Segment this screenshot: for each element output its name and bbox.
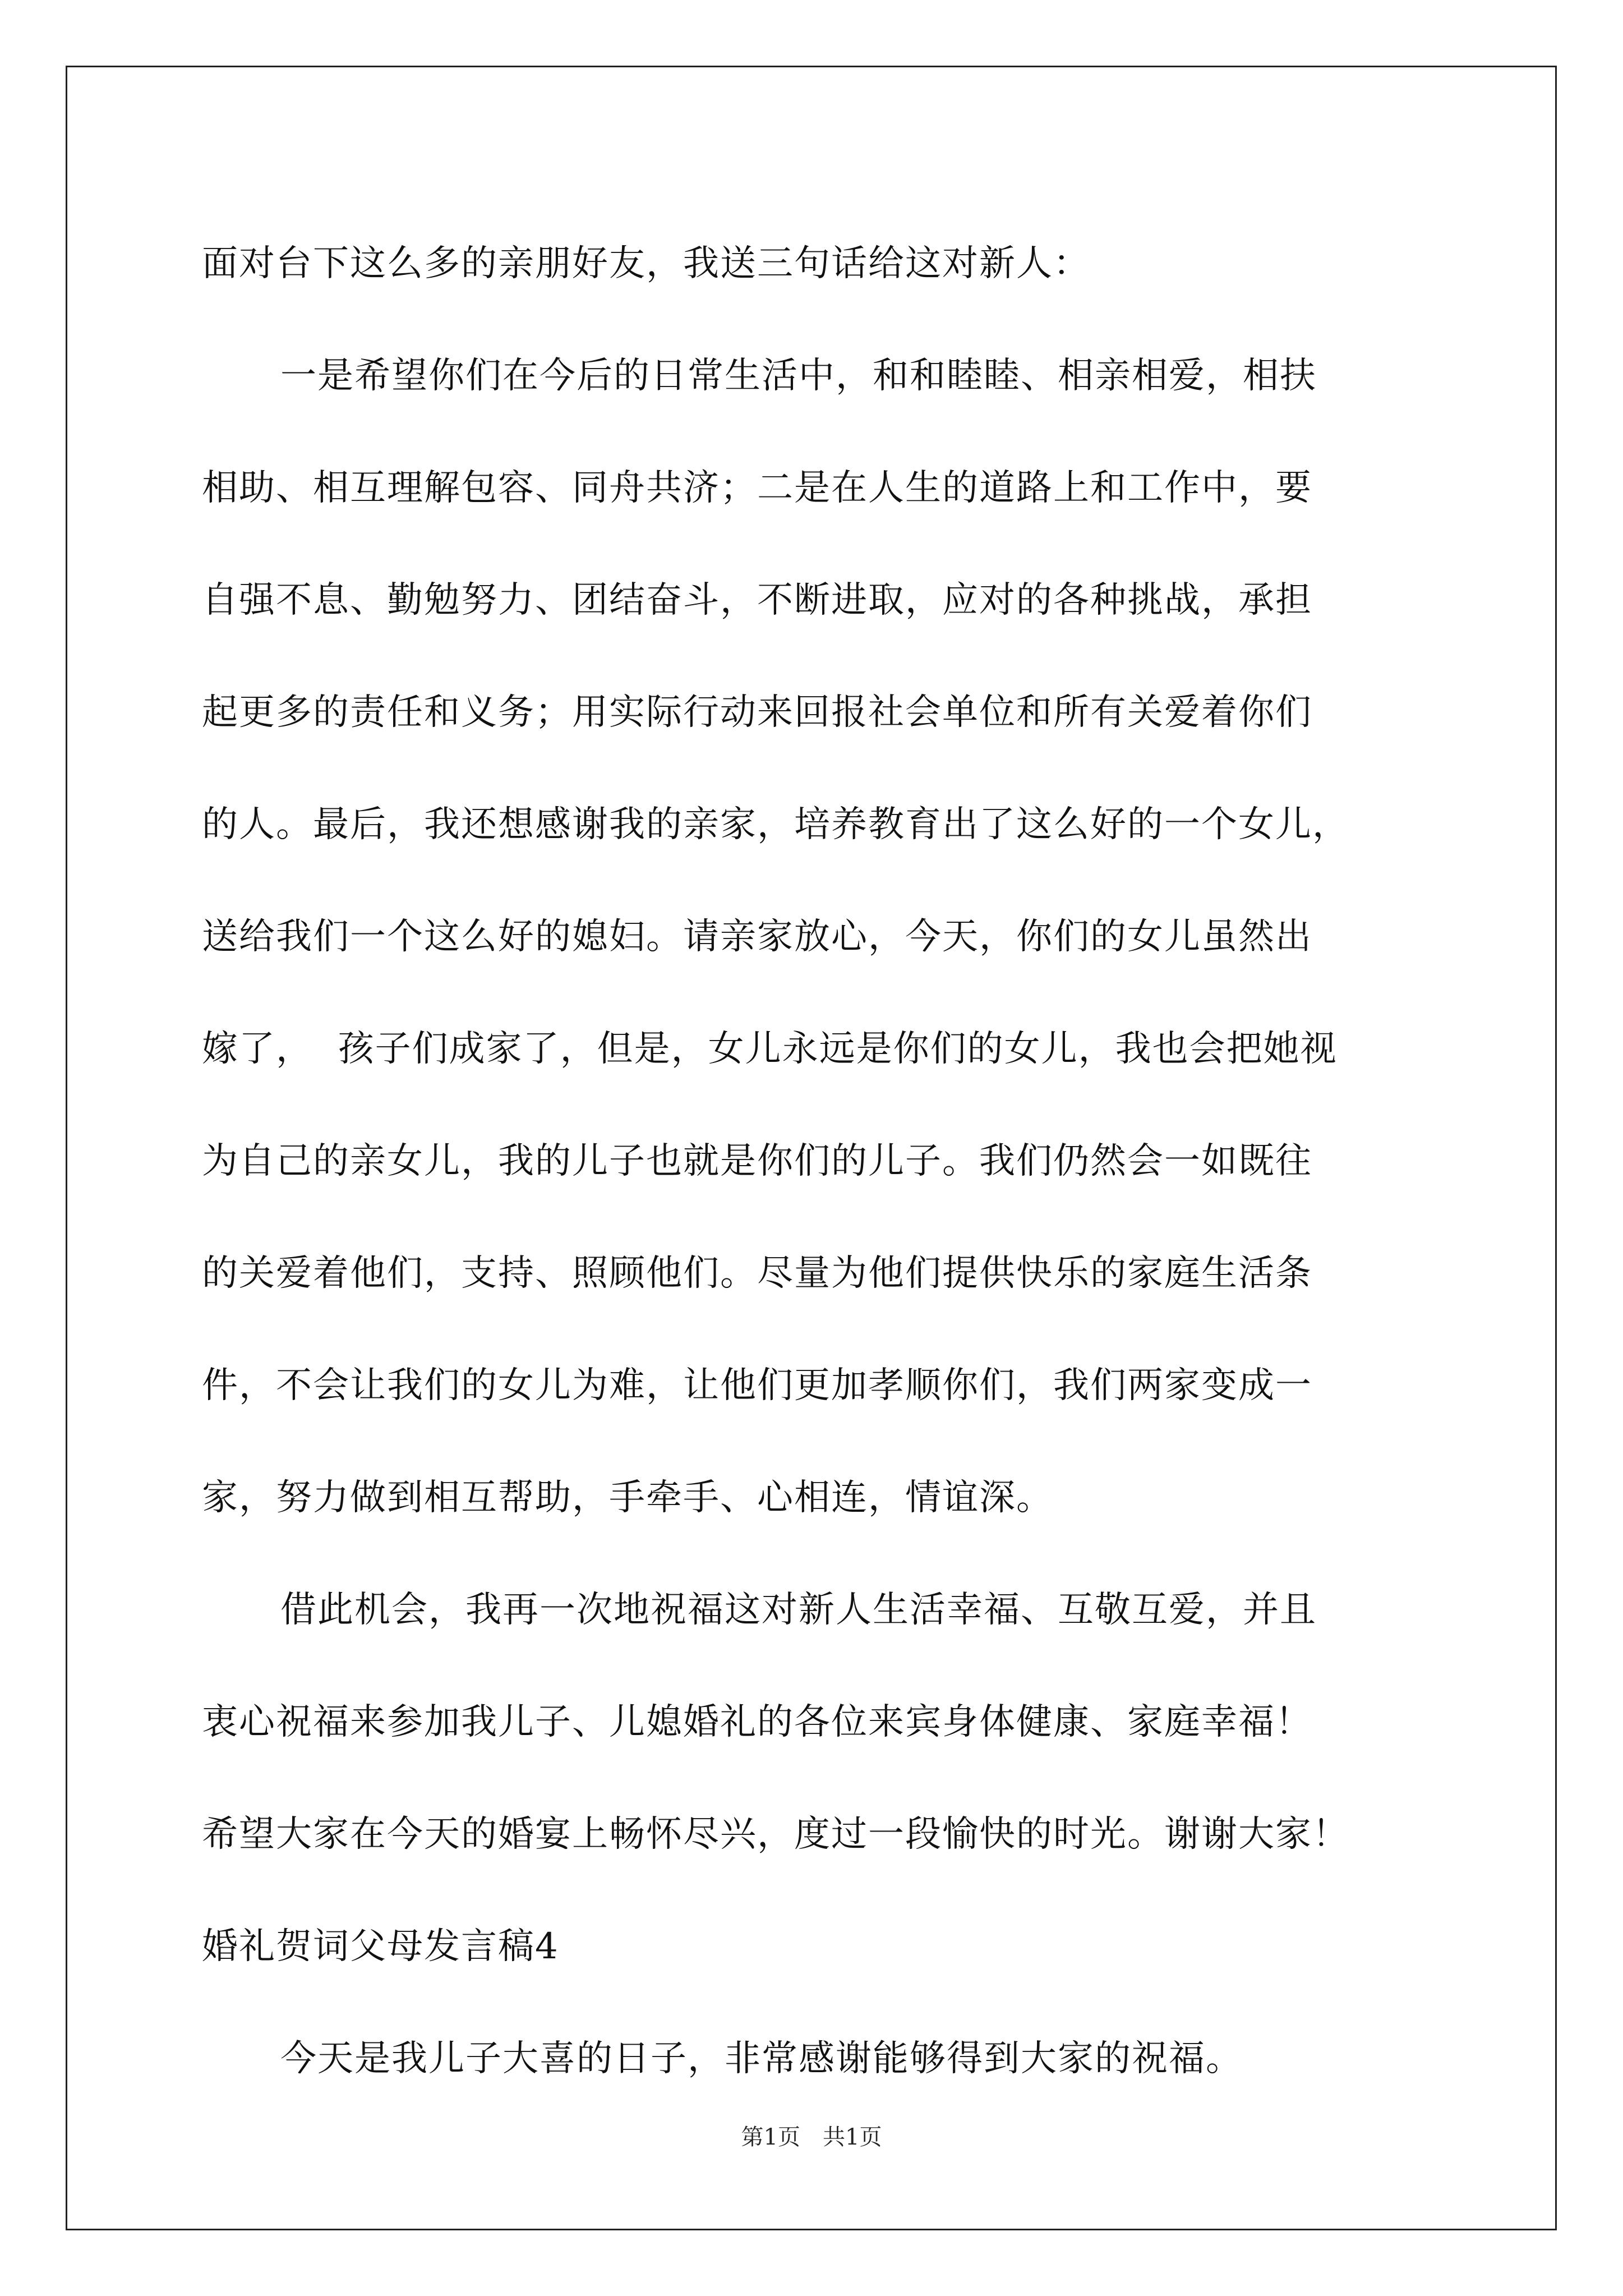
text-line: 今天是我儿子大喜的日子，非常感谢能够得到大家的祝福。 (280, 2038, 1243, 2079)
text-line: 的人。最后，我还想感谢我的亲家，培养教育出了这么好的一个女儿， (202, 804, 1349, 845)
text-line: 借此机会，我再一次地祝福这对新人生活幸福、互敬互爱，并且 (280, 1589, 1317, 1631)
page-number-footer: 第1页 共1页 (741, 2124, 882, 2150)
text-line: 希望大家在今天的婚宴上畅怀尽兴，度过一段愉快的时光。谢谢大家！ (202, 1814, 1349, 1855)
text-line: 面对台下这么多的亲朋好友，我送三句话给这对新人： (202, 243, 1090, 284)
text-line: 衷心祝福来参加我儿子、儿媳婚礼的各位来宾身体健康、家庭幸福！ (202, 1701, 1312, 1743)
section-heading: 婚礼贺词父母发言稿4 (202, 1926, 559, 1967)
text-line: 起更多的责任和义务；用实际行动来回报社会单位和所有关爱着你们 (202, 692, 1312, 733)
text-line: 的关爱着他们，支持、照顾他们。尽量为他们提供快乐的家庭生活条 (202, 1253, 1312, 1294)
document-body (202, 208, 1424, 2115)
text-line: 一是希望你们在今后的日常生活中，和和睦睦、相亲相爱，相扶 (280, 355, 1317, 397)
text-line: 嫁了， 孩子们成家了，但是，女儿永远是你们的女儿，我也会把她视 (202, 1028, 1338, 1070)
text-line: 为自己的亲女儿，我的儿子也就是你们的儿子。我们仍然会一如既往 (202, 1140, 1312, 1182)
text-line: 自强不息、勤勉努力、团结奋斗，不断进取，应对的各种挑战，承担 (202, 579, 1312, 621)
text-line: 送给我们一个这么好的媳妇。请亲家放心，今天，你们的女儿虽然出 (202, 916, 1312, 958)
text-line: 相助、相互理解包容、同舟共济；二是在人生的道路上和工作中，要 (202, 467, 1312, 509)
text-line: 家，努力做到相互帮助，手牵手、心相连，情谊深。 (202, 1477, 1053, 1519)
text-line: 件，不会让我们的女儿为难，让他们更加孝顺你们，我们两家变成一 (202, 1365, 1312, 1406)
